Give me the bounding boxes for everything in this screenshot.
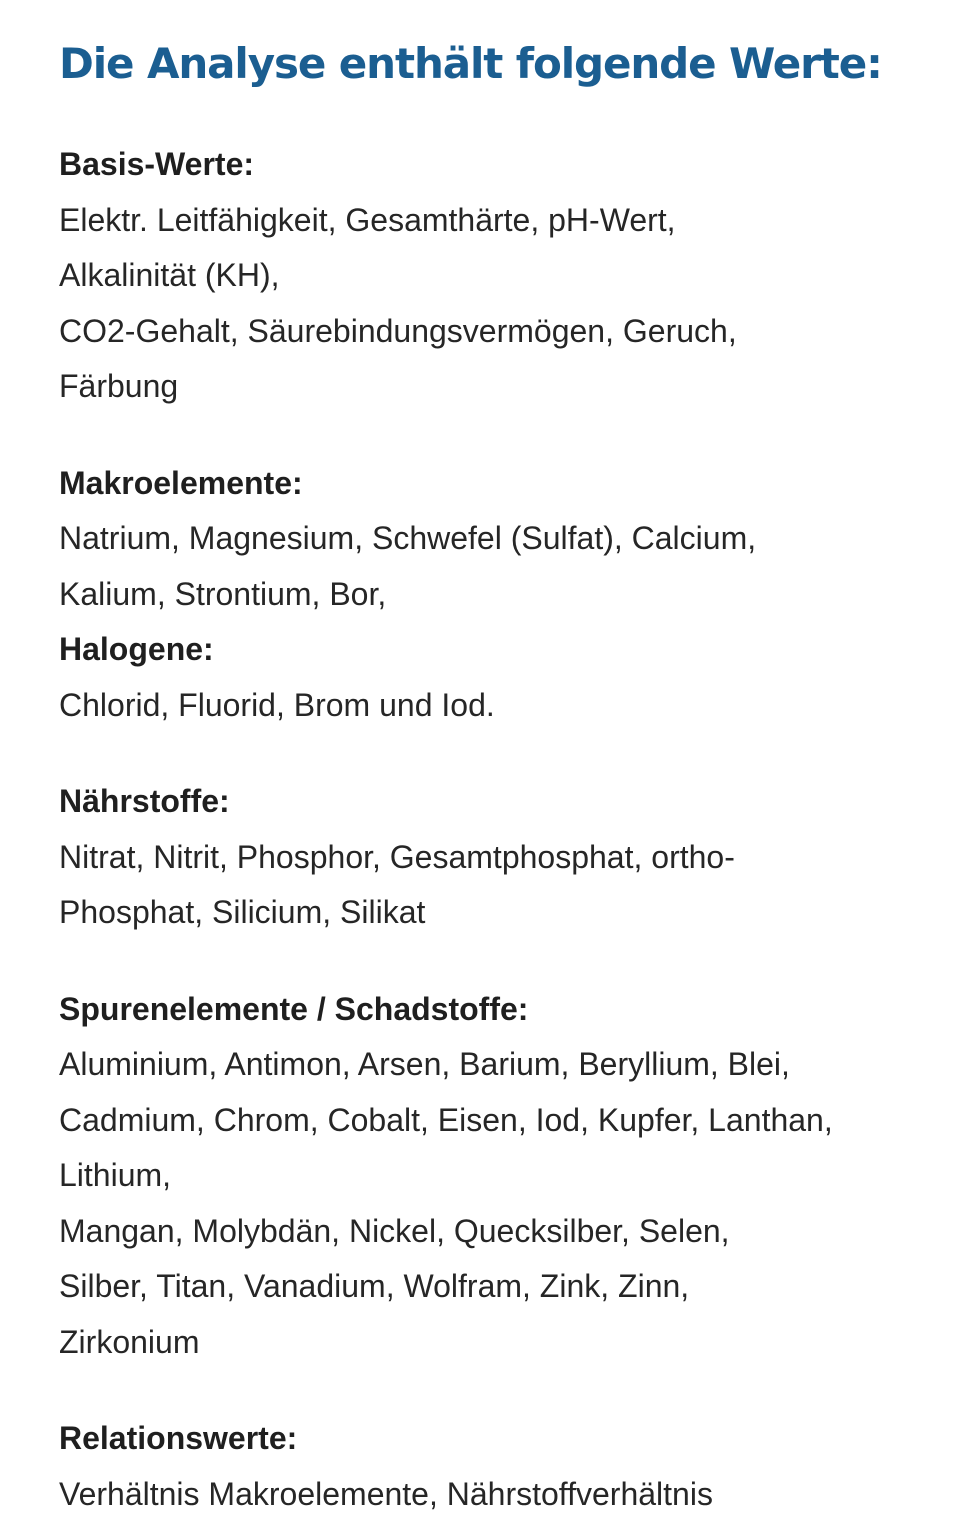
section-text-line: Lithium, bbox=[59, 1157, 172, 1193]
section-heading: Nährstoffe: bbox=[59, 783, 230, 819]
section-heading: Relationswerte: bbox=[59, 1420, 298, 1456]
spacer bbox=[59, 96, 939, 137]
section-heading: Spurenelemente / Schadstoffe: bbox=[59, 990, 529, 1027]
section-text-line: Silber, Titan, Vanadium, Wolfram, Zink, Zinn, bbox=[59, 1268, 690, 1304]
section-text-line: CO2-Gehalt, Säurebindungsvermögen, Geruch, bbox=[59, 312, 737, 349]
section-spurenelemente bbox=[59, 982, 939, 1371]
section-text-line: Cadmium, Chrom, Cobalt, Eisen, Iod, Kupfer, Lanthan, bbox=[59, 1101, 833, 1138]
section-text-line: Elektr. Leitfähigkeit, Gesamthärte, pH-Wert, bbox=[59, 201, 676, 238]
section-basis-werte bbox=[59, 137, 939, 415]
analysis-document bbox=[59, 32, 939, 1522]
section-text-line: Nitrat, Nitrit, Phosphor, Gesamtphosphat, ortho- bbox=[59, 838, 735, 875]
section-text-line: Phosphat, Silicium, Silikat bbox=[59, 894, 426, 930]
section-text-line: Chlorid, Fluorid, Brom und Iod. bbox=[59, 686, 495, 723]
section-makroelemente bbox=[59, 456, 939, 623]
section-heading: Halogene: bbox=[59, 631, 214, 667]
spacer bbox=[59, 733, 939, 774]
section-heading: Basis-Werte: bbox=[59, 146, 255, 182]
section-relationswerte bbox=[59, 1411, 939, 1522]
section-halogene bbox=[59, 622, 939, 733]
section-text-line: Alkalinität (KH), bbox=[59, 257, 280, 293]
section-text-line: Färbung bbox=[59, 368, 179, 404]
section-naehrstoffe bbox=[59, 774, 939, 941]
spacer bbox=[59, 941, 939, 982]
spacer bbox=[59, 415, 939, 456]
spacer bbox=[59, 1370, 939, 1411]
page-title: Die Analyse enthält folgende Werte: bbox=[59, 39, 882, 88]
section-text-line: Aluminium, Antimon, Arsen, Barium, Beryllium, Blei, bbox=[59, 1046, 790, 1082]
section-heading: Makroelemente: bbox=[59, 464, 303, 501]
section-text-line: Mangan, Molybdän, Nickel, Quecksilber, Selen, bbox=[59, 1212, 730, 1249]
section-text-line: Natrium, Magnesium, Schwefel (Sulfat), Calcium, bbox=[59, 520, 757, 556]
section-text-line: Zirkonium bbox=[59, 1323, 200, 1360]
section-text-line: Kalium, Strontium, Bor, bbox=[59, 575, 387, 612]
section-text-line: Verhältnis Makroelemente, Nährstoffverhältnis bbox=[59, 1475, 713, 1512]
